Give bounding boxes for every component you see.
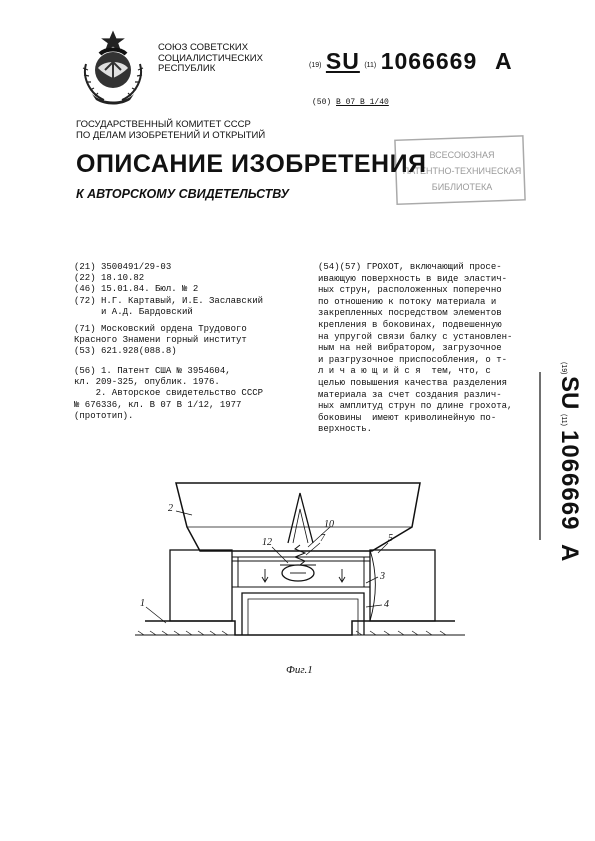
- figure-label: 12: [262, 537, 272, 548]
- abstract-line: ным на ней вибратором, загрузочное: [318, 343, 502, 354]
- bibliography-line: 2. Авторское свидетельство СССР: [74, 388, 264, 399]
- figure-label: 4: [384, 599, 389, 610]
- side-patent-number-text: 1066669: [556, 430, 583, 531]
- abstract-line: крепления в боковинах, подвешенную: [318, 319, 502, 330]
- side-kind: A: [556, 544, 583, 562]
- side-code-11: (11): [560, 414, 567, 426]
- bibliography-group: [74, 324, 247, 358]
- bibliography-group: [74, 366, 263, 422]
- bibliography-line: (53) 621.928(088.8): [74, 346, 177, 357]
- bibliography-line: № 676336, кл. В 07 В 1/12, 1977: [74, 399, 242, 410]
- abstract-line: л и ч а ю щ и й с я тем, что, с: [318, 366, 491, 377]
- figure-label: 7: [320, 533, 325, 544]
- ipc-code: (50): [312, 98, 332, 107]
- country-code: SU: [325, 48, 360, 74]
- abstract-line: ных струн, расположенных поперечно: [318, 285, 502, 296]
- abstract-line: и разгрузочное приспособления, о т-: [318, 354, 508, 365]
- bibliography-line: (22) 18.10.82: [74, 273, 145, 284]
- figure-label: 3: [380, 571, 385, 582]
- document-title: ОПИСАНИЕ ИЗОБРЕТЕНИЯ: [76, 150, 427, 178]
- code-19: (19): [309, 62, 322, 69]
- bibliography-line: (46) 15.01.84. Бюл. № 2: [74, 284, 199, 295]
- abstract-line: целью повышения качества разделения: [318, 377, 508, 388]
- figure-label: 2: [168, 503, 173, 514]
- committee-line: ПО ДЕЛАМ ИЗОБРЕТЕНИЙ И ОТКРЫТИЙ: [76, 130, 266, 141]
- abstract: [318, 262, 512, 436]
- side-code-19: (19): [560, 362, 567, 375]
- figure-label: 1: [140, 598, 145, 609]
- ipc-class: В 07 В 1/40: [336, 98, 389, 107]
- stamp-line: ВСЕСОЮЗНАЯ: [429, 150, 495, 160]
- abstract-line: верхность.: [318, 424, 373, 435]
- abstract-line: ивающую поверхность в виде эластич-: [318, 273, 508, 284]
- union-line: СОЮЗ СОВЕТСКИХ: [158, 42, 249, 53]
- abstract-line: закрепленных посредством элементов: [318, 308, 502, 319]
- figure-label: 5: [388, 533, 393, 544]
- bibliography-line: Красного Знамени горный институт: [74, 335, 247, 346]
- side-country: SU: [556, 376, 583, 410]
- committee-name: [76, 119, 265, 141]
- bibliography-line: кл. 209-325, опублик. 1976.: [74, 377, 220, 388]
- abstract-line: (54)(57) ГРОХОТ, включающий просе-: [318, 262, 502, 272]
- stamp-line: ПАТЕНТНО-ТЕХНИЧЕСКАЯ: [402, 166, 522, 176]
- stamp-line: БИБЛИОТЕКА: [431, 182, 493, 192]
- union-name: [158, 43, 263, 75]
- patent-number: 1066669: [380, 48, 478, 74]
- abstract-line: по отношению к потоку материала и: [318, 296, 497, 307]
- figure-label: 10: [324, 519, 334, 530]
- committee-line: ГОСУДАРСТВЕННЫЙ КОМИТЕТ СССР: [76, 119, 251, 130]
- union-line: СОЦИАЛИСТИЧЕСКИХ: [158, 52, 263, 64]
- bibliography-line: (прототип).: [74, 410, 134, 421]
- document-number: [309, 48, 513, 75]
- figure-caption: Фиг.1: [286, 664, 313, 676]
- abstract-line: боковины имеют криволинейную по-: [318, 412, 497, 423]
- ipc-classification: [312, 98, 389, 107]
- patent-kind: A: [495, 48, 513, 74]
- bibliography-line: (56) 1. Патент США № 3954604,: [74, 366, 231, 376]
- ussr-emblem-icon: [72, 26, 154, 108]
- code-11: (11): [364, 62, 377, 69]
- abstract-line: материала за счет создания различ-: [318, 389, 502, 400]
- bibliography-line: (71) Московский ордена Трудового: [74, 324, 247, 334]
- bibliography-line: (21) 3500491/29-03: [74, 262, 172, 272]
- figure-1-drawing: [120, 465, 480, 690]
- bibliography-line: и А.Д. Бардовский: [74, 306, 193, 317]
- side-patent-number: [538, 360, 583, 660]
- document-subtitle: К АВТОРСКОМУ СВИДЕТЕЛЬСТВУ: [76, 187, 289, 201]
- abstract-line: ных амплитуд струн по длине грохота,: [318, 401, 513, 412]
- bibliography-group: [74, 262, 263, 318]
- abstract-line: на упругой связи балку с установлен-: [318, 331, 513, 342]
- bibliography-line: (72) Н.Г. Картавый, И.Е. Заславский: [74, 295, 264, 306]
- union-line: РЕСПУБЛИК: [158, 63, 216, 74]
